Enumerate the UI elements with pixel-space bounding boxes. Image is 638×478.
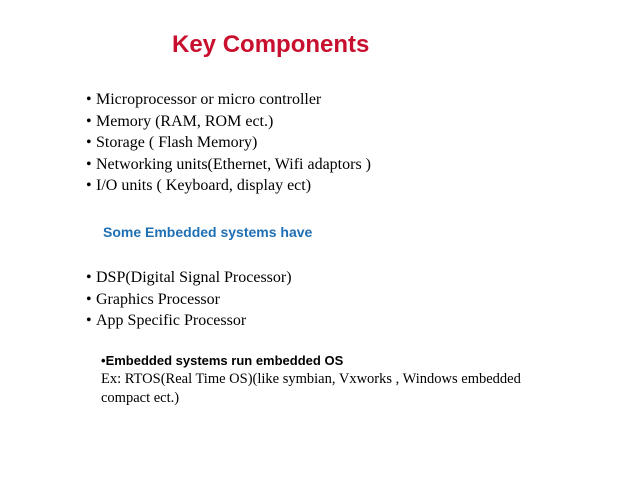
key-components-list bbox=[86, 89, 371, 197]
list-item-text: Storage ( Flash Memory) bbox=[96, 134, 258, 151]
bullet-icon: • bbox=[86, 269, 92, 286]
list-item-text: App Specific Processor bbox=[96, 312, 247, 329]
os-note bbox=[101, 351, 541, 408]
section-subheading: Some Embedded systems have bbox=[103, 224, 313, 240]
list-item bbox=[86, 289, 292, 311]
list-item bbox=[86, 111, 371, 133]
list-item bbox=[86, 89, 371, 111]
list-item-text: Networking units(Ethernet, Wifi adaptors ) bbox=[96, 155, 371, 173]
note-heading bbox=[101, 351, 541, 370]
list-item-text: DSP(Digital Signal Processor) bbox=[96, 269, 292, 286]
list-item bbox=[86, 175, 371, 197]
slide-title: Key Components bbox=[172, 31, 370, 58]
bullet-icon: • bbox=[86, 290, 92, 308]
bullet-icon: • bbox=[86, 155, 92, 173]
list-item bbox=[86, 310, 292, 332]
bullet-icon: • bbox=[86, 112, 92, 130]
list-item-text: I/O units ( Keyboard, display ect) bbox=[96, 177, 312, 194]
list-item-text: Microprocessor or micro controller bbox=[96, 91, 322, 108]
extra-components-list bbox=[86, 267, 292, 332]
list-item bbox=[86, 154, 371, 176]
bullet-icon: • bbox=[86, 91, 92, 108]
bullet-icon: • bbox=[101, 353, 106, 368]
note-body: Ex: RTOS(Real Time OS)(like symbian, Vxworks , Windows embedded compact ect.) bbox=[101, 371, 521, 406]
bullet-icon: • bbox=[86, 312, 92, 329]
list-item bbox=[86, 132, 371, 154]
note-heading-text: Embedded systems run embedded OS bbox=[105, 353, 344, 368]
bullet-icon: • bbox=[86, 134, 92, 151]
list-item bbox=[86, 267, 292, 289]
list-item-text: Memory (RAM, ROM ect.) bbox=[96, 112, 274, 130]
list-item-text: Graphics Processor bbox=[96, 290, 220, 308]
bullet-icon: • bbox=[86, 177, 92, 194]
